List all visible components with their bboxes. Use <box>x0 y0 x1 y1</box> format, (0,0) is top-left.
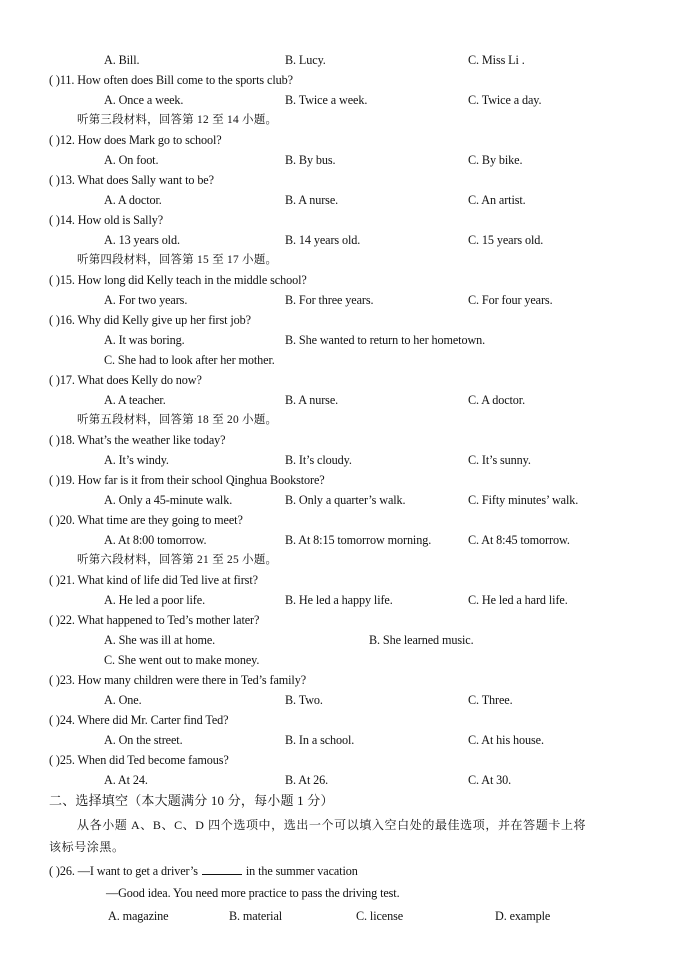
question-16: ( )16. Why did Kelly give up her first job? <box>49 313 251 327</box>
question-18: ( )18. What’s the weather like today? <box>49 433 226 447</box>
question-13: ( )13. What does Sally want to be? <box>49 173 214 187</box>
option-b: B. For three years. <box>285 293 374 307</box>
section-header-6: 听第六段材料，回答第 21 至 25 小题。 <box>77 554 278 566</box>
option-c: C. For four years. <box>468 293 553 307</box>
option-c: C. Fifty minutes’ walk. <box>468 493 579 507</box>
option-b: B. Two. <box>285 693 323 707</box>
question-24: ( )24. Where did Mr. Carter find Ted? <box>49 713 229 727</box>
option-c: C. He led a hard life. <box>468 593 568 607</box>
option-a: A. She was ill at home. <box>104 633 216 647</box>
question-26-reply: —Good idea. You need more practice to pass the driving test. <box>106 886 400 900</box>
option-b: B. It’s cloudy. <box>285 453 352 467</box>
option-a: A. A doctor. <box>104 193 162 207</box>
option-c: C. She had to look after her mother. <box>104 353 275 367</box>
option-a: A. One. <box>104 693 142 707</box>
question-14: ( )14. How old is Sally? <box>49 213 164 227</box>
part2-heading: 二、选择填空（本大题满分 10 分，每小题 1 分） <box>49 793 334 808</box>
question-23: ( )23. How many children were there in Ted’s family? <box>49 673 307 687</box>
option-c: C. At 8:45 tomorrow. <box>468 533 570 547</box>
option-b: B. By bus. <box>285 153 336 167</box>
option-a: A. At 24. <box>104 773 148 787</box>
option-b: B. In a school. <box>285 733 355 747</box>
option-b: B. Twice a week. <box>285 93 368 107</box>
option-b: B. 14 years old. <box>285 233 361 247</box>
option-c: C. Three. <box>468 693 513 707</box>
option-b: B. She learned music. <box>369 633 474 647</box>
option-a: A. Only a 45-minute walk. <box>104 493 233 507</box>
option-c: C. An artist. <box>468 193 526 207</box>
question-21: ( )21. What kind of life did Ted live at first? <box>49 573 258 587</box>
option-c: C. By bike. <box>468 153 523 167</box>
option-c: C. Twice a day. <box>468 93 542 107</box>
option-c: C. At his house. <box>468 733 544 747</box>
option-d: D. example <box>495 909 551 923</box>
part2-instruction-cont: 该标号涂黑。 <box>49 840 125 854</box>
option-a: A. On foot. <box>104 153 159 167</box>
question-12: ( )12. How does Mark go to school? <box>49 133 222 147</box>
question-15: ( )15. How long did Kelly teach in the middle school? <box>49 273 307 287</box>
part2-instruction: 从各小题 A、B、C、D 四个选项中，选出一个可以填入空白处的最佳选项，并在答题卡上将 <box>77 818 587 832</box>
section-header-3: 听第三段材料，回答第 12 至 14 小题。 <box>77 114 278 126</box>
option-a: A. It’s windy. <box>104 453 169 467</box>
question-26-suffix: in the summer vacation <box>245 864 358 878</box>
section-header-5: 听第五段材料，回答第 18 至 20 小题。 <box>77 414 278 426</box>
option-b: B. A nurse. <box>285 193 339 207</box>
option-a: A. It was boring. <box>104 333 185 347</box>
option-b: B. At 8:15 tomorrow morning. <box>285 533 432 547</box>
question-22: ( )22. What happened to Ted’s mother later? <box>49 613 260 627</box>
question-20: ( )20. What time are they going to meet? <box>49 513 243 527</box>
option-c: C. A doctor. <box>468 393 526 407</box>
option-a: A. magazine <box>108 909 169 923</box>
option-b: B. She wanted to return to her hometown. <box>285 333 486 347</box>
option-c: C. 15 years old. <box>468 233 544 247</box>
question-11: ( )11. How often does Bill come to the sports club? <box>49 73 293 87</box>
option-c: C. At 30. <box>468 773 512 787</box>
option-c: C. She went out to make money. <box>104 653 260 667</box>
option-a: A. A teacher. <box>104 393 166 407</box>
option-a: A. On the street. <box>104 733 183 747</box>
option-c: C. It’s sunny. <box>468 453 531 467</box>
option-c: C. Miss Li . <box>468 53 525 67</box>
option-a: A. He led a poor life. <box>104 593 206 607</box>
option-a: A. 13 years old. <box>104 233 180 247</box>
question-25: ( )25. When did Ted become famous? <box>49 753 229 767</box>
section-header-4: 听第四段材料，回答第 15 至 17 小题。 <box>77 254 278 266</box>
option-b: B. Lucy. <box>285 53 326 67</box>
question-26-prefix: ( )26. —I want to get a driver’s <box>49 864 198 878</box>
option-b: B. material <box>229 909 283 923</box>
option-a: A. Once a week. <box>104 93 184 107</box>
question-26 <box>49 863 358 879</box>
option-b: B. At 26. <box>285 773 329 787</box>
option-a: A. At 8:00 tomorrow. <box>104 533 207 547</box>
answer-blank <box>202 863 242 875</box>
option-b: B. He led a happy life. <box>285 593 393 607</box>
question-17: ( )17. What does Kelly do now? <box>49 373 202 387</box>
option-a: A. For two years. <box>104 293 188 307</box>
question-19: ( )19. How far is it from their school Qinghua Bookstore? <box>49 473 325 487</box>
option-b: B. Only a quarter’s walk. <box>285 493 406 507</box>
option-a: A. Bill. <box>104 53 140 67</box>
option-c: C. license <box>356 909 404 923</box>
option-b: B. A nurse. <box>285 393 339 407</box>
